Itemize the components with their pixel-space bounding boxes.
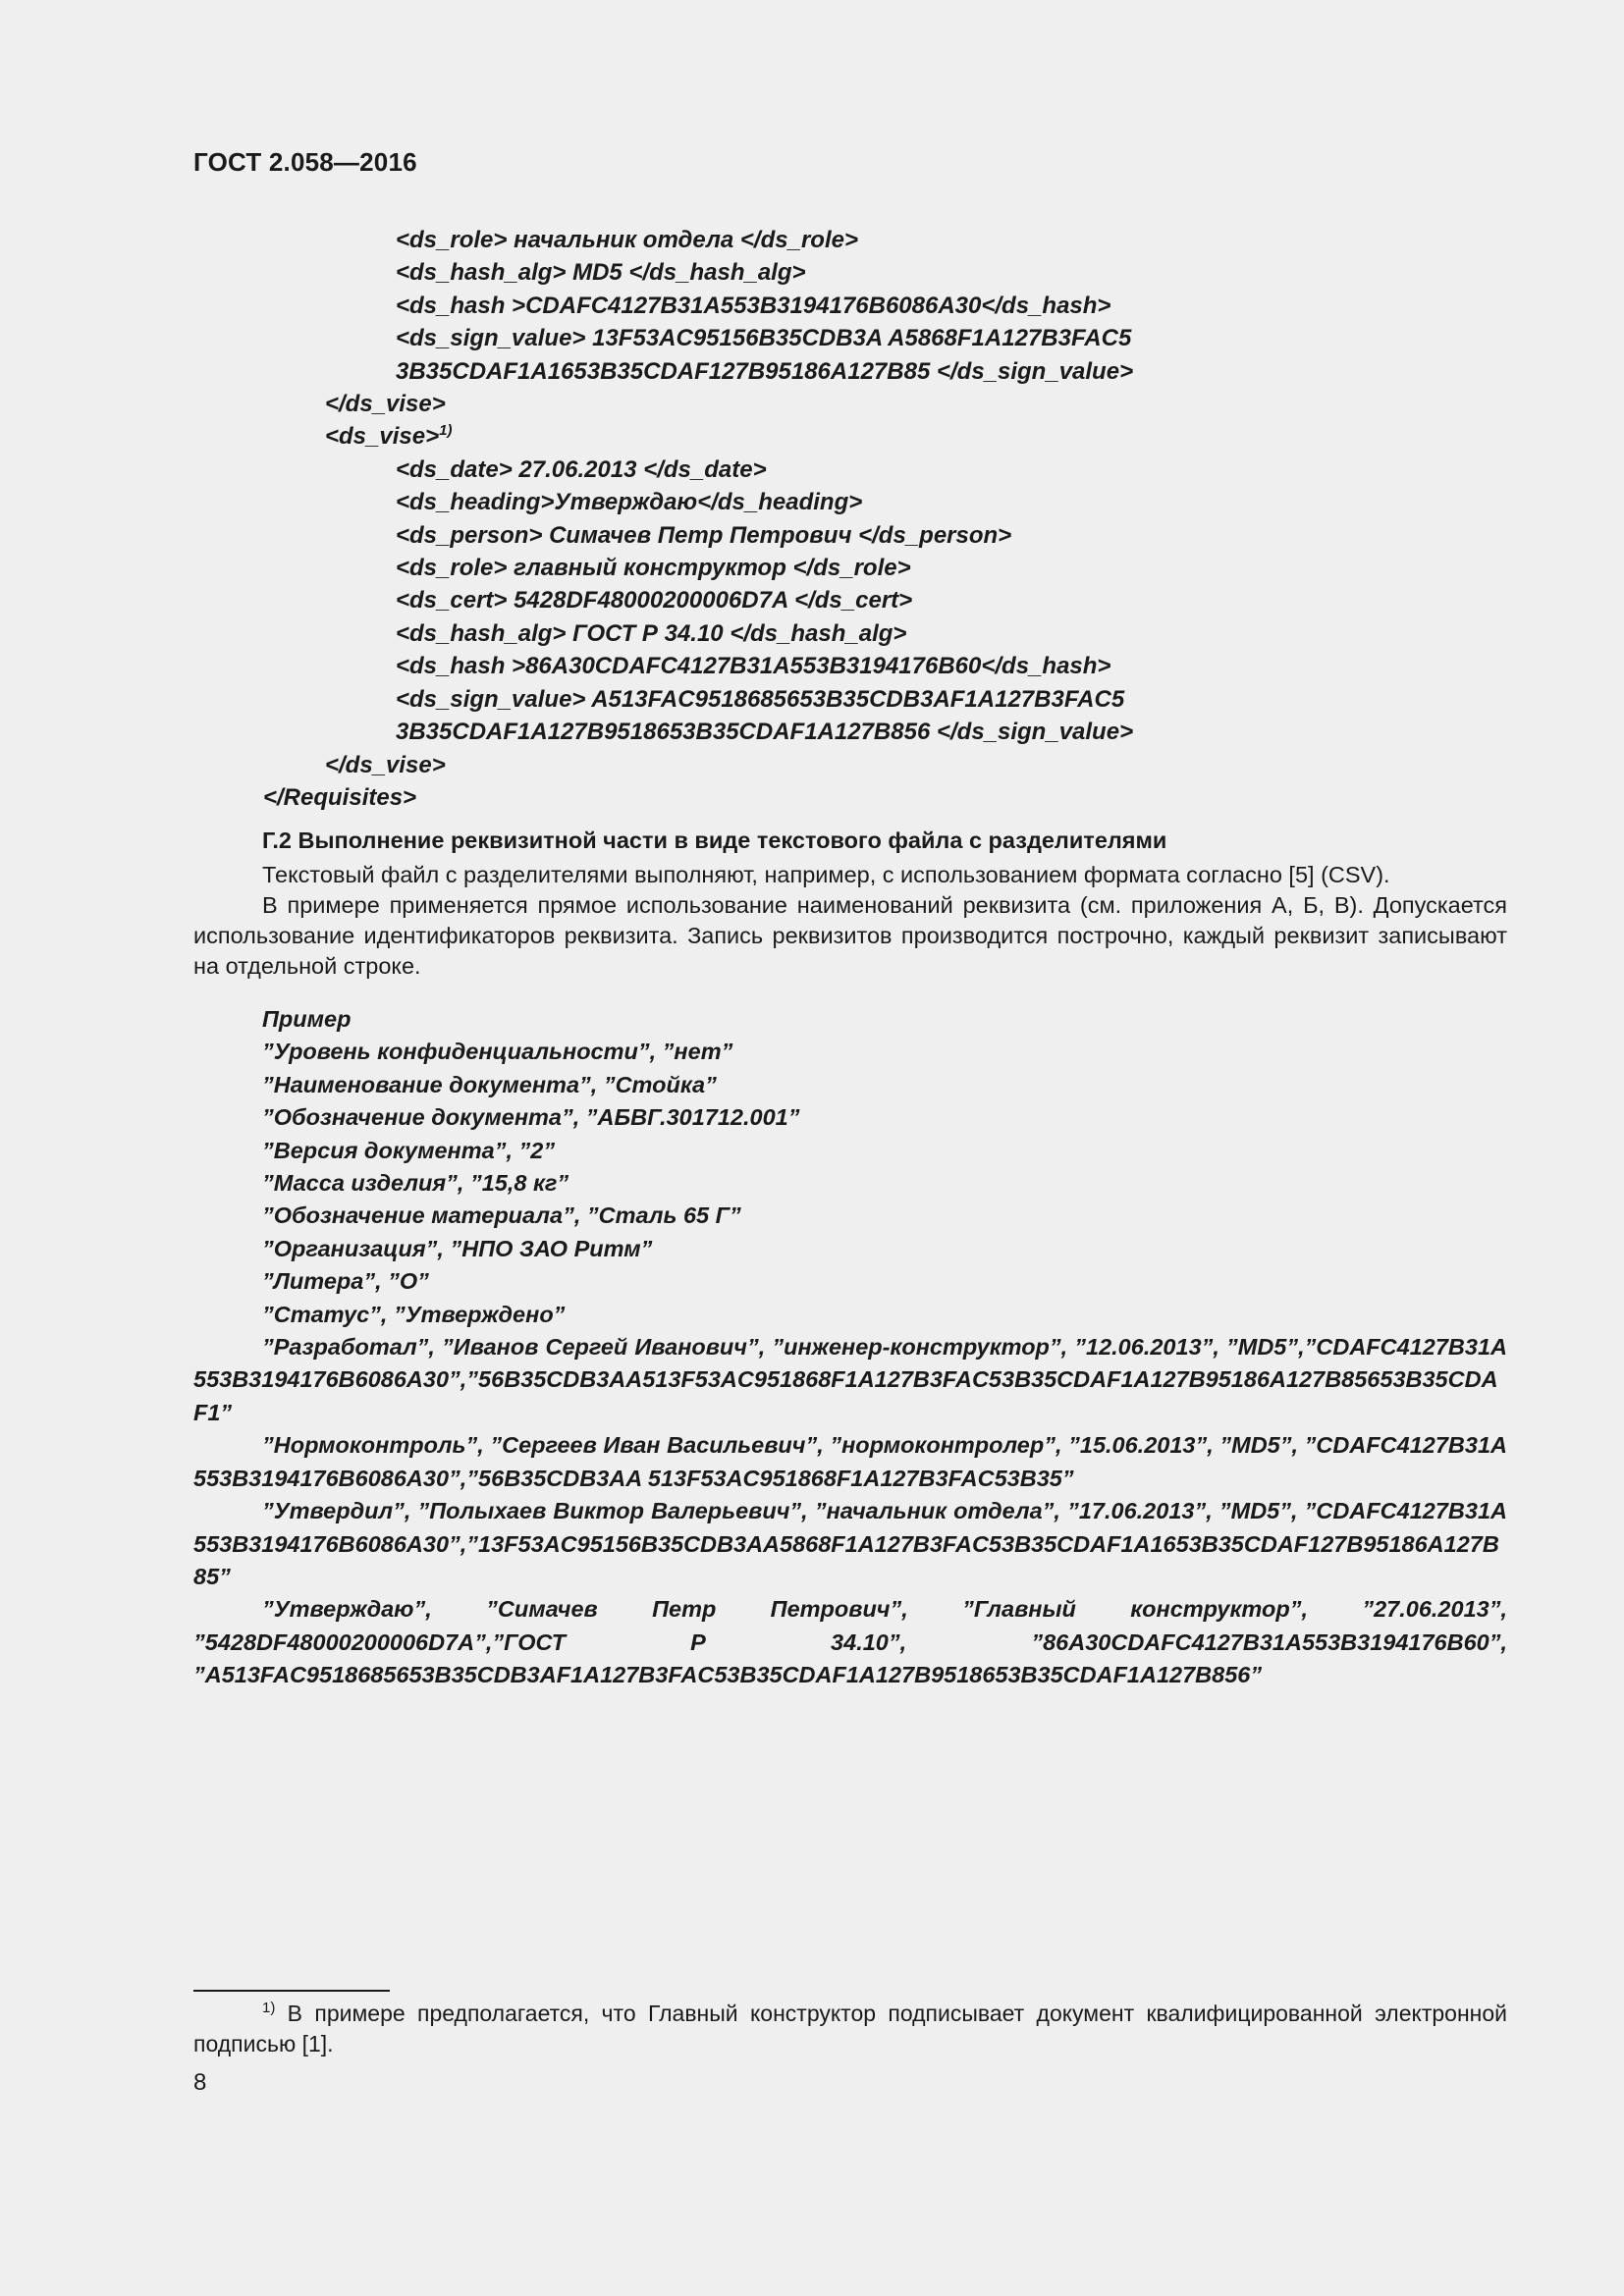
code-line: 3B35CDAF1A1653B35CDAF127B95186A127B85 </ds_sign_value> — [396, 357, 1134, 385]
footnote — [193, 1999, 1507, 2059]
code-line: </Requisites> — [263, 783, 417, 811]
document-header: ГОСТ 2.058—2016 — [193, 147, 417, 177]
footnote-divider — [193, 1990, 390, 1992]
code-line: <ds_hash >86A30CDAFC4127B31A553B3194176B60</ds_hash> — [396, 653, 1111, 680]
example-line: ”Литера”, ”О” — [262, 1268, 429, 1295]
example-record: ”Утвердил”, ”Полыхаев Виктор Валерьевич”, ”начальник отдела”, ”17.06.2013”, ”MD5”, ”CDAFC4127B31A553B3194176B6086A30”,”13F53AC95156B35CDB3AA5868F1A127B3FAC53B35CDAF1A1653B35CDAF127B95186A127B85” — [193, 1498, 1507, 1589]
code-line: <ds_heading>Утверждаю</ds_heading> — [396, 489, 863, 516]
footnote-text: В примере предполагается, что Главный конструктор подписывает документ квалифицированной электронной подписью [1]. — [193, 2001, 1507, 2056]
csv-example — [193, 1003, 1507, 1692]
code-line: <ds_hash_alg> MD5 </ds_hash_alg> — [396, 259, 806, 287]
code-line: <ds_hash_alg> ГОСТ Р 34.10 </ds_hash_alg> — [396, 619, 907, 647]
code-line: <ds_hash >CDAFC4127B31A553B3194176B6086A30</ds_hash> — [396, 292, 1111, 319]
example-record: ”Нормоконтроль”, ”Сергеев Иван Васильевич”, ”нормоконтролер”, ”15.06.2013”, ”MD5”, ”CDAFC4127B31A553B3194176B6086A30”,”56B35CDB3AA 513F53AC951868F1A127B3FAC53B35” — [193, 1432, 1507, 1491]
footnote-marker: 1) — [262, 2000, 276, 2016]
code-line — [0, 420, 1624, 453]
example-line: ”Масса изделия”, ”15,8 кг” — [262, 1170, 569, 1197]
example-line: ”Статус”, ”Утверждено” — [262, 1301, 566, 1327]
code-line: 3B35CDAF1A127B9518653B35CDAF1A127B856 </ds_sign_value> — [396, 719, 1134, 746]
example-record: ”Утверждаю”, ”Симачев Петр Петрович”, ”Главный конструктор”, ”27.06.2013”, ”5428DF48000200006D7A”,”ГОСТ Р 34.10”, ”86A30CDAFC4127B31A553B3194176B60”, ”A513FAC9518685653B35CDB3AF1A127B3FAC53B35CDAF1A127B9518653B35CDAF1A127B856” — [193, 1596, 1507, 1688]
xml-code-block — [0, 224, 1624, 814]
body-paragraph: Текстовый файл с разделителями выполняют, например, с использованием формата согласно [5] (CSV). — [262, 862, 1390, 887]
code-line: <ds_date> 27.06.2013 </ds_date> — [396, 455, 767, 483]
example-line: ”Организация”, ”НПО ЗАО Ритм” — [262, 1235, 653, 1261]
code-line: <ds_sign_value> A513FAC9518685653B35CDB3AF1A127B3FAC5 — [396, 685, 1125, 713]
code-line: <ds_role> начальник отдела </ds_role> — [396, 227, 858, 253]
example-line: ”Уровень конфиденциальности”, ”нет” — [262, 1039, 733, 1065]
footnote-reference: 1) — [439, 422, 453, 440]
code-line: </ds_vise> — [325, 751, 446, 778]
example-line: ”Наименование документа”, ”Стойка” — [262, 1071, 717, 1097]
example-line: ”Обозначение материала”, ”Сталь 65 Г” — [262, 1202, 741, 1229]
code-line-text: <ds_vise> — [325, 423, 440, 451]
example-line: ”Обозначение документа”, ”АБВГ.301712.001” — [262, 1104, 800, 1131]
code-line: <ds_cert> 5428DF48000200006D7A </ds_cert> — [396, 587, 913, 614]
section-g2 — [193, 825, 1507, 982]
example-label: Пример — [262, 1006, 352, 1032]
code-line: </ds_vise> — [325, 391, 446, 418]
example-line: ”Версия документа”, ”2” — [262, 1137, 556, 1163]
example-record: ”Разработал”, ”Иванов Сергей Иванович”, ”инженер-конструктор”, ”12.06.2013”, ”MD5”,”CDAFC4127B31A553B3194176B6086A30”,”56B35CDB3AA513F53AC951868F1A127B3FAC53B35CDAF1A127B95186A127B85653B35CDAF1” — [193, 1334, 1507, 1425]
code-line: <ds_person> Симачев Петр Петрович </ds_person> — [396, 521, 1012, 549]
body-paragraph: В примере применяется прямое использование наименований реквизита (см. приложения А, Б, В). Допускается использование идентификаторов реквизита. Запись реквизитов производится построчно, каждый реквизит записывают на отдельной строке. — [193, 892, 1507, 979]
section-heading: Г.2 Выполнение реквизитной части в виде текстового файла с разделителями — [262, 828, 1167, 853]
code-line: <ds_role> главный конструктор </ds_role> — [396, 555, 911, 582]
code-line: <ds_sign_value> 13F53AC95156B35CDB3A A5868F1A127B3FAC5 — [396, 325, 1132, 352]
page-number: 8 — [193, 2069, 207, 2096]
